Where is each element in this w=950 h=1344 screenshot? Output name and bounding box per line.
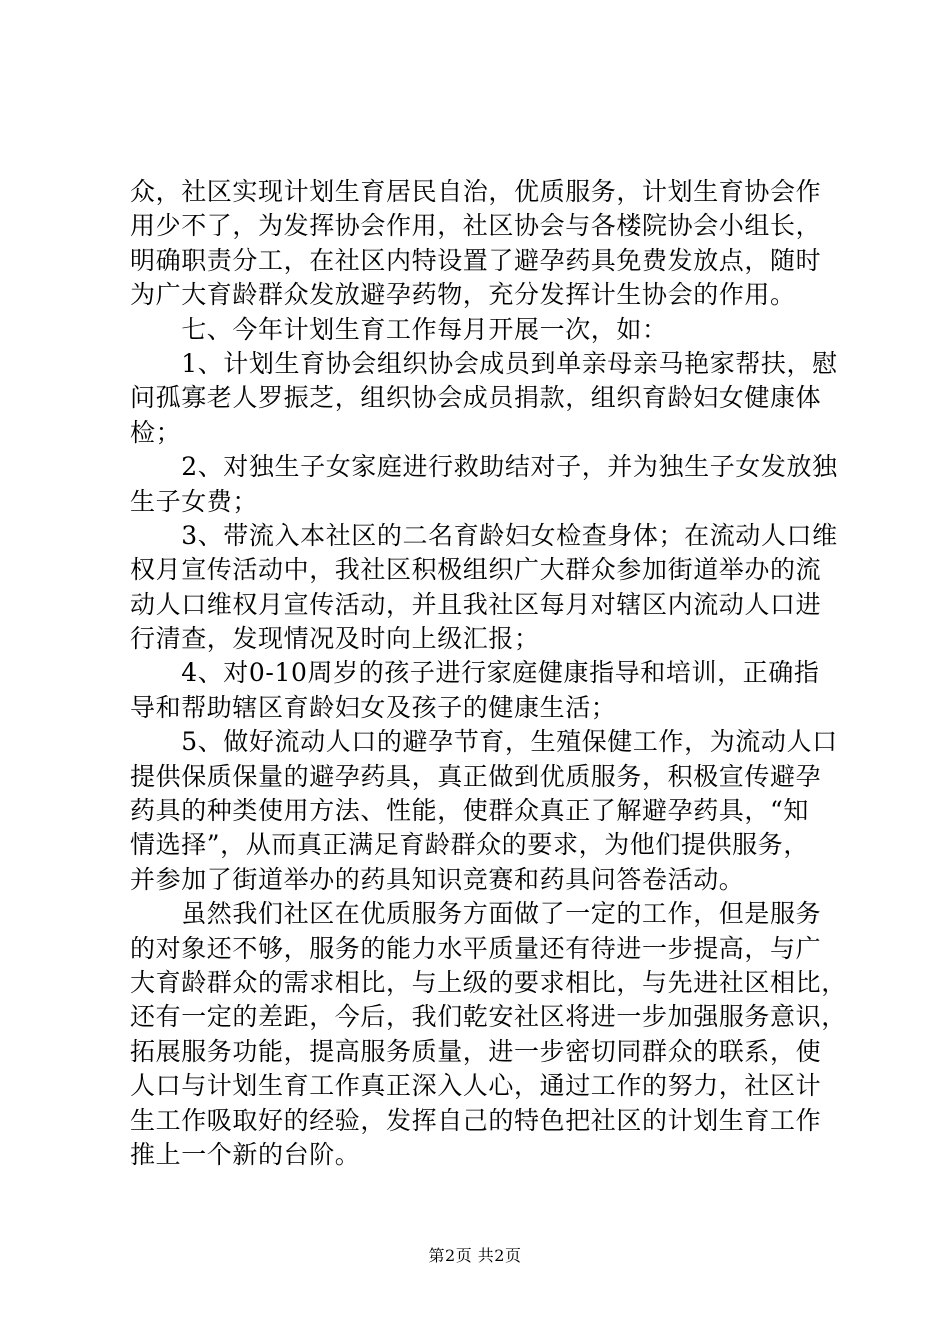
text-line: 检； — [130, 417, 182, 447]
text-line: 动人口维权月宣传活动，并且我社区每月对辖区内流动人口进 — [130, 589, 822, 619]
text-line: 用少不了，为发挥协会作用，社区协会与各楼院协会小组长， — [130, 211, 822, 241]
text-line: 明确职责分工，在社区内特设置了避孕药具免费发放点，随时 — [130, 245, 822, 275]
text-line: 为广大育龄群众发放避孕药物，充分发挥计生协会的作用。 — [130, 280, 796, 310]
text-line: 大育龄群众的需求相比，与上级的要求相比，与先进社区相比， — [130, 967, 847, 997]
text-line: 生工作吸取好的经验，发挥自己的特色把社区的计划生育工作 — [130, 1105, 822, 1135]
page-footer — [0, 1246, 950, 1266]
text-line: 推上一个新的台阶。 — [130, 1139, 361, 1169]
text-line: 众，社区实现计划生育居民自治，优质服务，计划生育协会作 — [130, 177, 822, 206]
page-number-label: 第2页 共2页 — [428, 1246, 522, 1265]
text-line: 行清查，发现情况及时向上级汇报； — [130, 624, 540, 654]
text-line: 情选择”，从而真正满足育龄群众的要求，为他们提供服务， — [130, 830, 809, 860]
text-line: 人口与计划生育工作真正深入人心，通过工作的努力，社区计 — [130, 1071, 822, 1101]
text-line: 药具的种类使用方法、性能，使群众真正了解避孕药具，“知 — [130, 796, 809, 826]
text-line: 5、做好流动人口的避孕节育，生殖保健工作，为流动人口 — [130, 727, 838, 757]
text-line: 虽然我们社区在优质服务方面做了一定的工作，但是服务 — [130, 899, 822, 929]
text-line: 导和帮助辖区育龄妇女及孩子的健康生活； — [130, 692, 617, 722]
text-line: 问孤寡老人罗振芝，组织协会成员捐款，组织育龄妇女健康体 — [130, 383, 822, 413]
document-body — [130, 175, 847, 1172]
text-line: 生子女费； — [130, 486, 259, 516]
text-line: 4、对0-10周岁的孩子进行家庭健康指导和培训，正确指 — [130, 658, 820, 688]
text-line: 七、今年计划生育工作每月开展一次，如： — [130, 314, 668, 344]
text-line: 并参加了街道举办的药具知识竞赛和药具问答卷活动。 — [130, 864, 745, 894]
text-line: 2、对独生子女家庭进行救助结对子，并为独生子女发放独 — [130, 452, 838, 482]
text-line: 还有一定的差距，今后，我们乾安社区将进一步加强服务意识， — [130, 1002, 847, 1032]
text-line: 3、带流入本社区的二名育龄妇女检查身体；在流动人口维 — [130, 520, 838, 550]
text-line: 拓展服务功能，提高服务质量，进一步密切同群众的联系，使 — [130, 1036, 822, 1066]
text-line: 权月宣传活动中，我社区积极组织广大群众参加街道举办的流 — [130, 555, 822, 585]
text-line: 1、计划生育协会组织协会成员到单亲母亲马艳家帮扶，慰 — [130, 348, 838, 378]
text-line: 的对象还不够，服务的能力水平质量还有待进一步提高，与广 — [130, 933, 822, 963]
text-line: 提供保质保量的避孕药具，真正做到优质服务，积极宣传避孕 — [130, 761, 822, 791]
